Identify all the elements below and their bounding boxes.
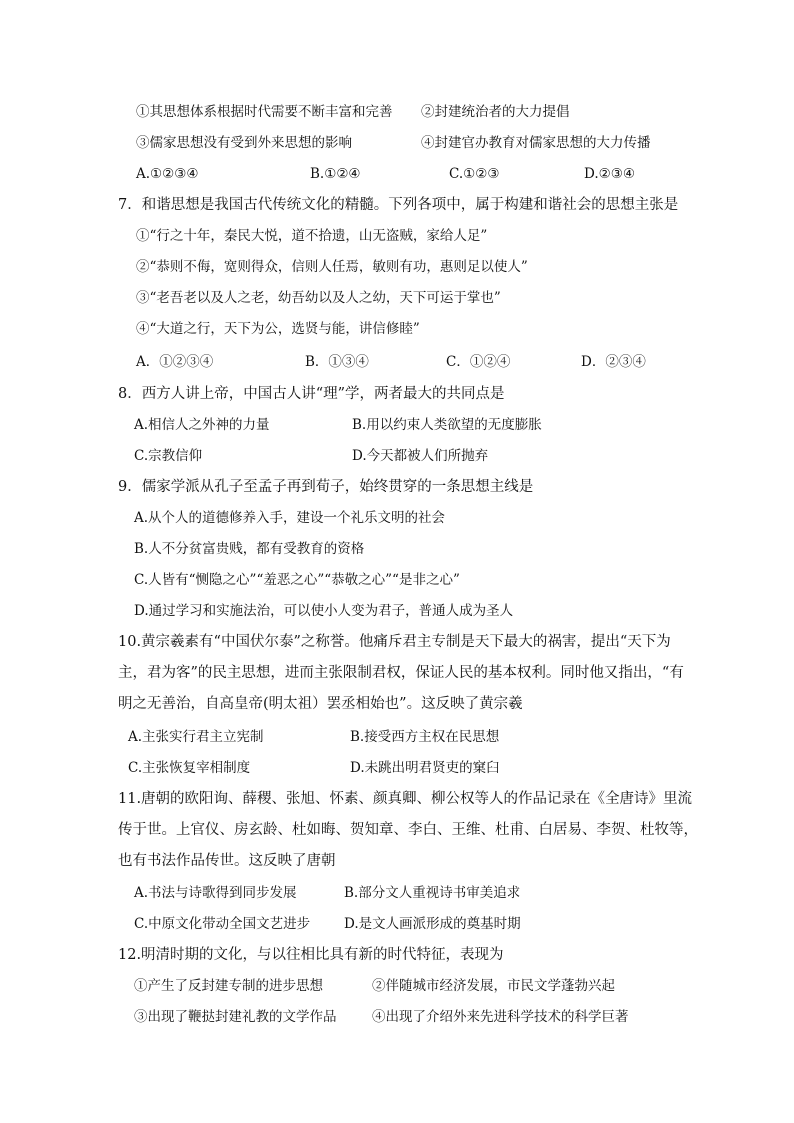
q11-stem-line-3: 也有书法作品传世。这反映了唐朝 [118, 853, 336, 869]
q7-statement-3: ③“老吾老以及人之老，幼吾幼以及人之幼，天下可运于掌也” [136, 290, 501, 306]
q11-stem-line-1: 11.唐朝的欧阳询、薛稷、张旭、怀素、颜真卿、柳公权等人的作品记录在《全唐诗》里流 [118, 791, 693, 807]
q6-statement-2: ②封建统治者的大力提倡 [421, 104, 570, 120]
q10-option-d: D.未跳出明君贤吏的窠臼 [350, 760, 500, 776]
q7-statement-4: ④“大道之行，天下为公，选贤与能，讲信修睦” [136, 321, 420, 337]
q8-option-a: A.相信人之外神的力量 [134, 417, 270, 433]
q10-option-c: C.主张恢复宰相制度 [128, 760, 251, 776]
q10-option-a: A.主张实行君主立宪制 [128, 729, 264, 745]
q6-option-a: A.①②③④ [136, 166, 199, 182]
q8-option-c: C.宗教信仰 [134, 448, 203, 464]
q9-option-b: B.人不分贫富贵贱，都有受教育的资格 [134, 541, 365, 557]
q10-option-b: B.接受西方主权在民思想 [350, 729, 500, 745]
q11-option-b: B.部分文人重视诗书审美追求 [344, 885, 521, 901]
q9-stem: 9．儒家学派从孔子至孟子再到荀子，始终贯穿的一条思想主线是 [118, 479, 534, 495]
q6-option-c: C.①②③ [449, 166, 500, 182]
q7-statement-1: ①“行之十年，秦民大悦，道不拾遗，山无盗贼，家给人足” [136, 228, 488, 244]
q12-statement-2: ②伴随城市经济发展，市民文学蓬勃兴起 [372, 978, 615, 994]
q8-option-d: D.今天都被人们所抛弃 [352, 448, 489, 464]
q10-stem-line-2: 主，君为客”的民主思想，进而主张限制君权，保证人民的基本权利。同时他又指出，“有 [118, 665, 684, 681]
q11-option-c: C.中原文化带动全国文艺进步 [134, 916, 311, 932]
q7-option-a: A．①②③④ [136, 354, 214, 370]
q7-option-c: C．①②④ [446, 354, 511, 370]
q12-statement-3: ③出现了鞭挞封建礼教的文学作品 [134, 1009, 337, 1025]
q12-stem: 12.明清时期的文化，与以往相比具有新的时代特征，表现为 [118, 947, 504, 963]
q12-statement-4: ④出现了介绍外来先进科学技术的科学巨著 [372, 1009, 629, 1025]
q8-option-b: B.用以约束人类欲望的无度膨胀 [352, 417, 542, 433]
q8-stem: 8．西方人讲上帝，中国古人讲“理”学，两者最大的共同点是 [118, 386, 505, 402]
q6-option-d: D.②③④ [584, 166, 635, 182]
q6-option-b: B.①②④ [310, 166, 361, 182]
q11-option-d: D.是文人画派形成的奠基时期 [344, 916, 521, 932]
q12-statement-1: ①产生了反封建专制的进步思想 [134, 978, 323, 994]
q6-statement-1: ①其思想体系根据时代需要不断丰富和完善 [136, 104, 393, 120]
q9-option-a: A.从个人的道德修养入手，建设一个礼乐文明的社会 [134, 510, 446, 526]
q9-option-d: D.通过学习和实施法治，可以使小人变为君子，普通人成为圣人 [134, 603, 514, 619]
q6-statement-4: ④封建官办教育对儒家思想的大力传播 [421, 135, 651, 151]
q9-option-c: C.人皆有“恻隐之心”“羞恶之心”“恭敬之心”“是非之心” [134, 572, 460, 588]
q11-option-a: A.书法与诗歌得到同步发展 [134, 885, 297, 901]
q6-statement-3: ③儒家思想没有受到外来思想的影响 [136, 135, 352, 151]
q7-option-b: B．①③④ [305, 354, 369, 370]
q10-stem-line-1: 10.黄宗羲素有“中国伏尔泰”之称誉。他痛斥君主专制是天下最大的祸害，提出“天下为 [118, 634, 671, 650]
q7-option-d: D．②③④ [581, 354, 646, 370]
q10-stem-line-3: 明之无善治，自高皇帝(明太祖）罢丞相始也”。这反映了黄宗羲 [118, 696, 523, 712]
q11-stem-line-2: 传于世。上官仪、房玄龄、杜如晦、贺知章、李白、王维、杜甫、白居易、李贺、杜牧等， [118, 822, 698, 838]
q7-stem: 7．和谐思想是我国古代传统文化的精髓。下列各项中，属于构建和谐社会的思想主张是 [118, 197, 679, 213]
q7-statement-2: ②“恭则不侮，宽则得众，信则人任焉，敏则有功，惠则足以使人” [136, 259, 528, 275]
